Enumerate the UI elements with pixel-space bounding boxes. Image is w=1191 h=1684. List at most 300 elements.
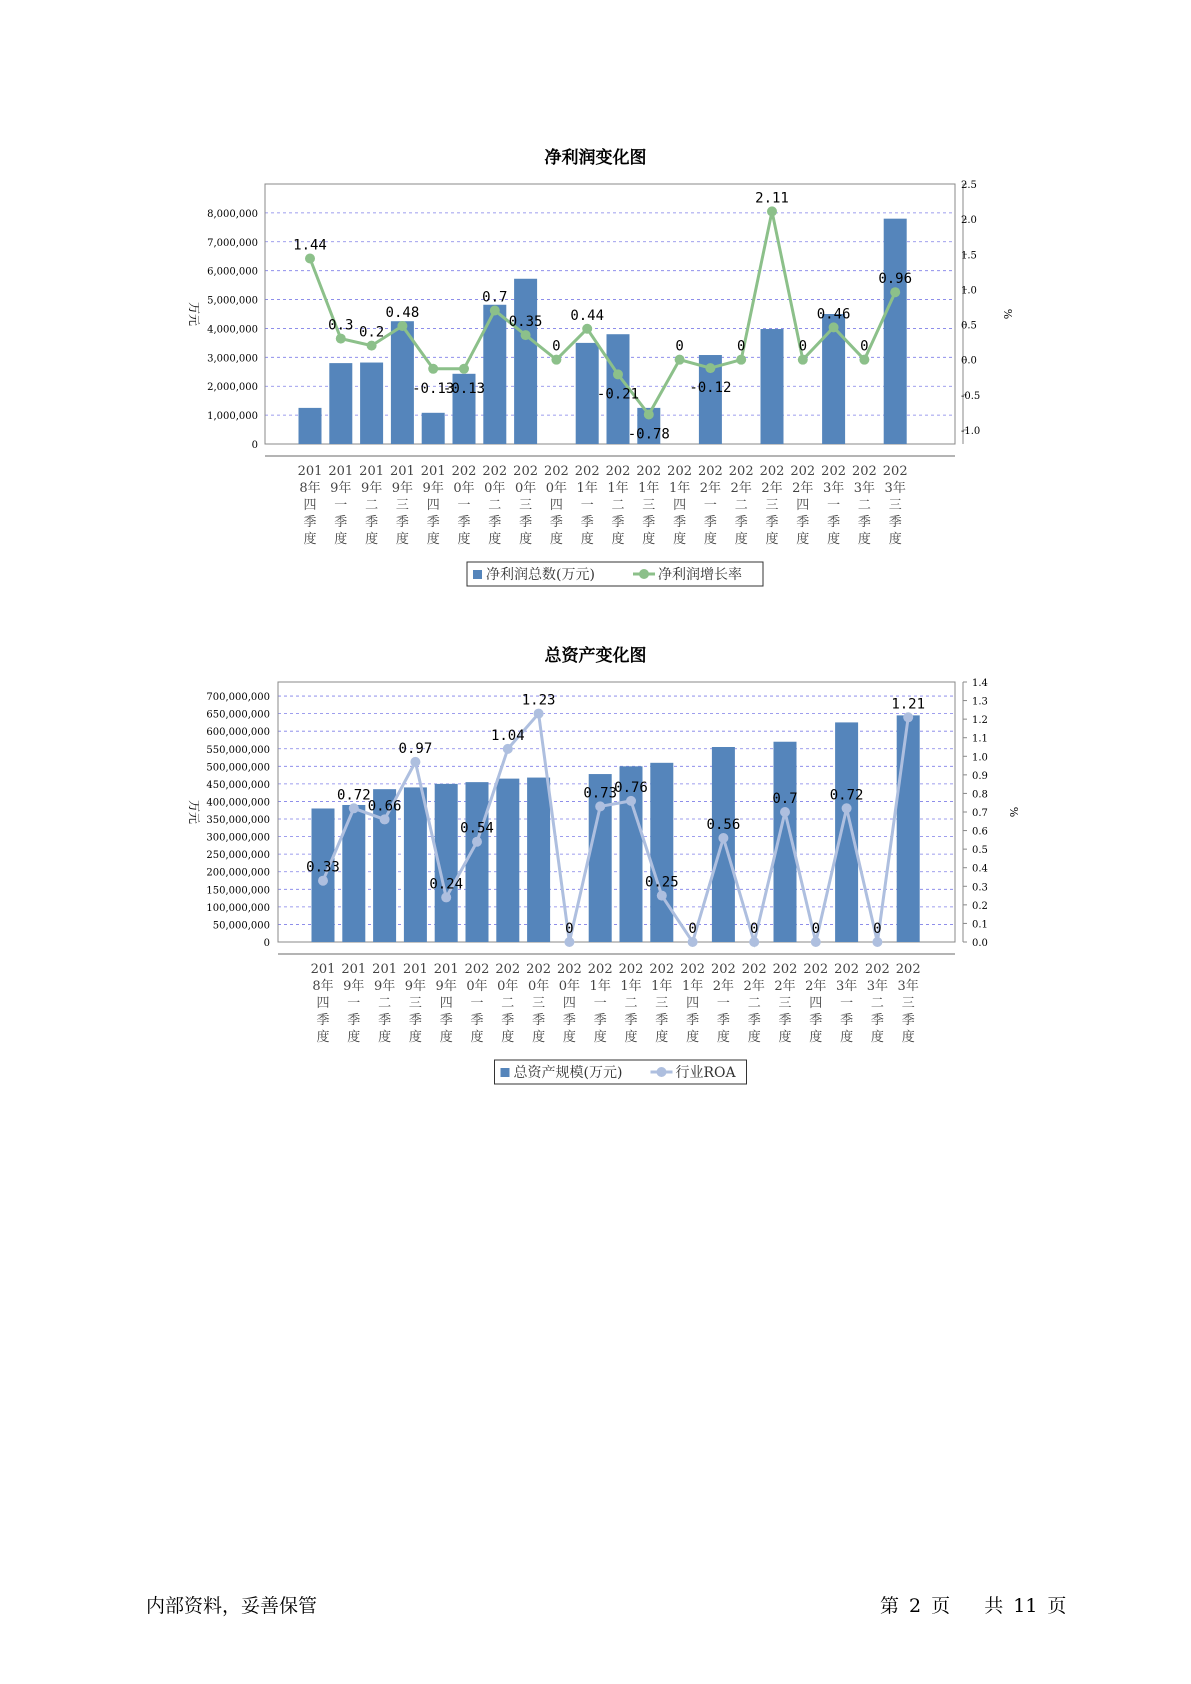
x-tick-label: 9年	[422, 481, 444, 496]
x-tick-label: 度	[796, 532, 810, 547]
point-label: 0.33	[306, 859, 340, 876]
x-tick-label: 202	[680, 962, 706, 977]
point-label: -0.13	[442, 380, 486, 397]
x-tick-label: 四	[686, 996, 700, 1011]
y2-tick-label: 0.3	[972, 882, 988, 894]
x-tick-label: 二	[624, 996, 638, 1011]
x-tick-label: 202	[513, 464, 539, 479]
x-tick-label: 度	[611, 532, 625, 547]
x-tick-label: 度	[519, 532, 533, 547]
y-tick-label: 50,000,000	[212, 920, 270, 932]
x-tick-label: 0年	[545, 481, 568, 496]
x-tick-label: 9年	[391, 481, 414, 496]
x-tick-label: 季	[334, 515, 348, 530]
line-point	[798, 355, 808, 365]
legend-bar-swatch	[473, 570, 482, 579]
x-tick-label: 三	[765, 498, 779, 513]
x-tick-label: 度	[857, 532, 871, 547]
x-tick-label: 季	[655, 1013, 669, 1028]
x-tick-label: 度	[624, 1030, 638, 1045]
x-tick-label: 四	[316, 996, 330, 1011]
y-tick-label: 250,000,000	[206, 850, 270, 862]
net-profit-chart-svg	[0, 170, 1191, 610]
y-tick-label: 2,000,000	[207, 382, 258, 394]
point-label: 0	[552, 338, 561, 355]
line-point	[472, 837, 482, 847]
point-label: 0.96	[878, 271, 913, 288]
x-tick-label: 202	[587, 962, 613, 977]
x-tick-label: 度	[593, 1030, 607, 1045]
y-axis-title: 万元	[187, 799, 201, 825]
x-tick-label: 201	[389, 464, 415, 479]
legend-bar-label: 净利润总数(万元)	[486, 567, 595, 583]
y2-tick-label: 0.5	[961, 320, 977, 332]
x-tick-label: 度	[642, 532, 656, 547]
x-tick-label: 202	[451, 464, 477, 479]
x-tick-label: 季	[888, 515, 902, 530]
x-tick-label: 202	[618, 962, 644, 977]
y-tick-label: 3,000,000	[207, 353, 258, 365]
x-tick-label: 度	[488, 532, 502, 547]
point-label: 1.44	[293, 237, 327, 254]
line-point	[657, 891, 667, 901]
x-tick-label: 度	[408, 1030, 422, 1045]
point-label: 1.23	[521, 692, 556, 709]
x-tick-label: 0年	[527, 979, 550, 994]
x-tick-label: 度	[365, 532, 379, 547]
x-tick-label: 202	[741, 962, 767, 977]
point-label: 0	[688, 921, 697, 937]
x-tick-label: 202	[697, 464, 723, 479]
x-tick-label: 一	[580, 498, 594, 513]
x-tick-label: 202	[556, 962, 582, 977]
x-tick-label: 1年	[607, 481, 629, 496]
y-tick-label: 700,000,000	[206, 692, 270, 704]
x-tick-label: 季	[857, 515, 871, 530]
x-tick-label: 四	[673, 498, 687, 513]
y2-tick-label: 1.0	[961, 285, 977, 297]
legend-line-marker	[639, 569, 649, 579]
y-tick-label: 500,000,000	[206, 762, 270, 774]
y-tick-label: 100,000,000	[206, 902, 270, 914]
y-axis-title: 万元	[187, 301, 201, 327]
x-tick-label: 季	[316, 1013, 330, 1028]
line-point	[397, 321, 407, 331]
x-tick-label: 一	[347, 996, 361, 1011]
y-tick-label: 0	[251, 440, 258, 451]
x-tick-label: 202	[574, 464, 600, 479]
point-label: 0	[798, 338, 808, 355]
x-tick-label: 201	[341, 962, 367, 977]
x-tick-label: 季	[624, 1013, 638, 1028]
x-tick-label: 度	[316, 1030, 330, 1045]
x-tick-label: 202	[759, 464, 785, 479]
bar	[712, 747, 735, 942]
x-tick-label: 一	[827, 498, 841, 513]
x-tick-label: 三	[778, 996, 792, 1011]
x-tick-label: 202	[667, 464, 693, 479]
line-point	[428, 364, 438, 374]
x-tick-label: 202	[895, 962, 921, 977]
point-label: -0.12	[689, 380, 732, 397]
x-tick-label: 202	[605, 464, 631, 479]
y-tick-label: 350,000,000	[206, 815, 270, 827]
x-tick-label: 季	[439, 1013, 453, 1028]
point-label: 0	[565, 921, 574, 937]
x-tick-label: 三	[888, 498, 902, 513]
x-tick-label: 度	[673, 532, 687, 547]
x-tick-label: 度	[901, 1030, 915, 1045]
x-tick-label: 202	[790, 464, 816, 479]
x-tick-label: 季	[426, 515, 440, 530]
x-tick-label: 2年	[699, 481, 722, 496]
bar	[466, 782, 489, 942]
x-tick-label: 季	[488, 515, 502, 530]
y-tick-label: 450,000,000	[206, 779, 270, 791]
x-tick-label: 二	[488, 498, 502, 513]
x-tick-label: 季	[809, 1013, 823, 1028]
x-tick-label: 季	[408, 1013, 422, 1028]
x-tick-label: 9年	[435, 979, 457, 994]
x-tick-label: 季	[562, 1013, 576, 1028]
x-tick-label: 度	[395, 532, 409, 547]
x-tick-label: 2年	[805, 979, 827, 994]
y-tick-label: 0	[263, 938, 270, 949]
bar	[576, 343, 599, 444]
x-tick-label: 季	[642, 515, 656, 530]
x-tick-label: 季	[716, 1013, 730, 1028]
y-tick-label: 5,000,000	[207, 295, 258, 307]
point-label: 0.72	[336, 787, 371, 804]
point-label: 0	[873, 921, 882, 937]
legend-line-label: 净利润增长率	[658, 567, 742, 583]
y2-tick-label: 1.4	[972, 678, 988, 689]
y2-tick-label: 0.0	[961, 355, 977, 367]
x-tick-label: 季	[840, 1013, 854, 1028]
x-tick-label: 3年	[853, 481, 876, 496]
x-tick-label: 1年	[620, 979, 642, 994]
x-tick-label: 季	[519, 515, 533, 530]
chart-title: 净利润变化图	[544, 148, 647, 168]
line-point	[872, 937, 882, 947]
line-point	[688, 937, 698, 947]
line-point	[675, 355, 685, 365]
x-tick-label: 0年	[514, 481, 537, 496]
x-tick-label: 3年	[835, 979, 858, 994]
x-tick-label: 季	[532, 1013, 546, 1028]
line-point	[534, 709, 544, 719]
point-label: 0.7	[482, 289, 508, 306]
bar	[404, 787, 427, 942]
x-tick-label: 季	[470, 1013, 484, 1028]
x-tick-label: 1年	[638, 481, 660, 496]
x-tick-label: 三	[532, 996, 546, 1011]
line-point	[613, 369, 623, 379]
y2-tick-label: 2.5	[961, 180, 977, 191]
line-point	[644, 409, 654, 419]
x-tick-label: 二	[857, 498, 871, 513]
x-tick-label: 度	[686, 1030, 700, 1045]
x-tick-label: 9年	[373, 979, 396, 994]
x-tick-label: 201	[310, 962, 336, 977]
x-tick-label: 3年	[866, 979, 889, 994]
x-tick-label: 201	[420, 464, 446, 479]
x-tick-label: 度	[470, 1030, 484, 1045]
x-tick-label: 二	[870, 996, 884, 1011]
x-tick-label: 季	[673, 515, 687, 530]
x-tick-label: 季	[703, 515, 717, 530]
point-label: 0.7	[772, 791, 798, 807]
point-label: 0.76	[614, 779, 648, 796]
y2-axis-title: %	[1001, 308, 1014, 320]
y-tick-label: 7,000,000	[207, 237, 258, 249]
x-tick-label: 202	[526, 962, 552, 977]
y2-tick-label: 2.0	[961, 215, 977, 227]
x-tick-label: 四	[549, 498, 563, 513]
x-tick-label: 201	[297, 464, 323, 479]
y2-tick-label: 1.3	[972, 696, 988, 708]
x-tick-label: 季	[549, 515, 563, 530]
line-point	[718, 833, 728, 843]
y-tick-label: 1,000,000	[207, 411, 258, 423]
point-label: 0.54	[460, 820, 494, 837]
x-tick-label: 四	[439, 996, 453, 1011]
x-tick-label: 季	[501, 1013, 515, 1028]
x-tick-label: 度	[347, 1030, 361, 1045]
x-tick-label: 202	[728, 464, 754, 479]
x-tick-label: 季	[747, 1013, 761, 1028]
x-tick-label: 季	[870, 1013, 884, 1028]
x-tick-label: 四	[303, 498, 317, 513]
line-point	[859, 355, 869, 365]
point-label: 1.04	[490, 727, 525, 744]
bar	[496, 779, 519, 942]
x-tick-label: 季	[686, 1013, 700, 1028]
legend-bar-swatch	[501, 1068, 510, 1077]
x-tick-label: 1年	[681, 979, 704, 994]
line-point	[749, 937, 759, 947]
bar	[360, 363, 383, 444]
y2-tick-label: 1.5	[961, 250, 977, 262]
bar	[884, 219, 907, 444]
line-point	[459, 364, 469, 374]
y-tick-label: 300,000,000	[206, 832, 270, 844]
line-point	[367, 341, 377, 351]
x-tick-label: 三	[395, 498, 409, 513]
y-tick-label: 4,000,000	[207, 324, 258, 336]
x-tick-label: 202	[495, 962, 521, 977]
line-point	[811, 937, 821, 947]
legend-line-label: 行业ROA	[675, 1065, 736, 1081]
x-tick-label: 202	[803, 962, 829, 977]
point-label: 0	[749, 921, 759, 937]
line-point	[626, 796, 636, 806]
x-tick-label: 9年	[360, 481, 383, 496]
x-tick-label: 202	[851, 464, 877, 479]
total-pages: 11	[1013, 1595, 1038, 1617]
line-point	[903, 712, 913, 722]
point-label: -0.78	[627, 426, 670, 443]
line-point	[890, 287, 900, 297]
x-tick-label: 二	[611, 498, 625, 513]
point-label: 0.24	[429, 876, 464, 893]
x-tick-label: 8年	[299, 481, 321, 496]
point-label: 0.46	[816, 306, 851, 323]
x-tick-label: 度	[378, 1030, 392, 1045]
x-tick-label: 季	[778, 1013, 792, 1028]
x-tick-label: 一	[470, 996, 484, 1011]
x-tick-label: 三	[519, 498, 533, 513]
x-tick-label: 度	[888, 532, 902, 547]
x-tick-label: 四	[796, 498, 810, 513]
x-tick-label: 一	[840, 996, 854, 1011]
legend-line-marker	[657, 1067, 667, 1077]
line-point	[441, 892, 451, 902]
x-tick-label: 度	[734, 532, 748, 547]
bar	[422, 413, 445, 444]
x-tick-label: 202	[543, 464, 569, 479]
line-point	[595, 801, 605, 811]
x-tick-label: 度	[562, 1030, 576, 1045]
bar	[650, 763, 673, 942]
x-tick-label: 201	[359, 464, 385, 479]
x-tick-label: 季	[580, 515, 594, 530]
x-tick-label: 202	[710, 962, 736, 977]
point-label: 0	[675, 338, 684, 355]
y2-tick-label: 0.9	[972, 770, 988, 782]
x-tick-label: 2年	[712, 979, 735, 994]
point-label: 0.97	[398, 740, 433, 757]
x-tick-label: 二	[747, 996, 761, 1011]
point-label: 0.73	[583, 785, 618, 802]
y-tick-label: 400,000,000	[206, 797, 270, 809]
y2-tick-label: 0.0	[972, 938, 988, 949]
x-tick-label: 度	[501, 1030, 515, 1045]
line-point	[336, 334, 346, 344]
line-point	[780, 807, 790, 817]
x-tick-label: 201	[402, 962, 428, 977]
x-tick-label: 202	[649, 962, 675, 977]
x-tick-label: 202	[464, 962, 490, 977]
x-tick-label: 2年	[730, 481, 752, 496]
x-tick-label: 四	[809, 996, 823, 1011]
x-tick-label: 一	[703, 498, 717, 513]
x-tick-label: 202	[882, 464, 908, 479]
y2-tick-label: 0.7	[972, 808, 988, 819]
x-tick-label: 四	[562, 996, 576, 1011]
x-tick-label: 季	[395, 515, 409, 530]
x-tick-label: 度	[765, 532, 779, 547]
line-point	[318, 876, 328, 886]
y2-tick-label: 0.2	[972, 900, 988, 912]
total-label: 共	[984, 1595, 1004, 1617]
y-tick-label: 550,000,000	[206, 744, 270, 756]
line-point	[564, 937, 574, 947]
x-tick-label: 9年	[404, 979, 427, 994]
point-label: 0.72	[829, 787, 864, 804]
y2-tick-label: 0.5	[972, 845, 988, 857]
x-tick-label: 202	[821, 464, 847, 479]
page-label: 第	[880, 1595, 900, 1617]
x-tick-label: 202	[482, 464, 508, 479]
point-label: 1.21	[891, 696, 926, 713]
point-label: 0.2	[358, 324, 385, 341]
x-tick-label: 1年	[576, 481, 598, 496]
x-tick-label: 度	[580, 532, 594, 547]
y-tick-label: 200,000,000	[206, 867, 270, 879]
x-tick-label: 度	[532, 1030, 546, 1045]
x-tick-label: 0年	[484, 481, 506, 496]
total-assets-chart-svg	[0, 670, 1191, 1110]
x-tick-label: 度	[334, 532, 348, 547]
line-point	[305, 253, 315, 263]
page-number: 2	[909, 1595, 922, 1617]
y2-tick-label: -0.5	[961, 390, 981, 402]
x-tick-label: 度	[827, 532, 841, 547]
x-tick-label: 8年	[312, 979, 334, 994]
point-label: -0.21	[596, 386, 640, 403]
x-tick-label: 2年	[761, 481, 783, 496]
line-point	[380, 814, 390, 824]
x-tick-label: 201	[372, 962, 398, 977]
x-tick-label: 季	[901, 1013, 915, 1028]
x-tick-label: 一	[593, 996, 607, 1011]
line-point	[490, 305, 500, 315]
x-tick-label: 1年	[668, 481, 691, 496]
x-tick-label: 季	[611, 515, 625, 530]
x-tick-label: 度	[303, 532, 317, 547]
x-tick-label: 201	[328, 464, 354, 479]
bar	[761, 329, 784, 444]
x-tick-label: 季	[457, 515, 471, 530]
x-tick-label: 0年	[466, 979, 488, 994]
x-tick-label: 202	[834, 962, 860, 977]
point-label: 0	[811, 921, 821, 937]
page-unit: 页	[931, 1595, 951, 1617]
bar	[897, 715, 920, 942]
x-tick-label: 1年	[589, 979, 611, 994]
x-tick-label: 3年	[884, 481, 906, 496]
line-point	[349, 803, 359, 813]
x-tick-label: 度	[457, 532, 471, 547]
x-tick-label: 度	[716, 1030, 730, 1045]
x-tick-label: 季	[347, 1013, 361, 1028]
line-point	[767, 206, 777, 216]
point-label: 0.3	[328, 317, 354, 334]
line-point	[503, 744, 513, 754]
x-tick-label: 季	[365, 515, 379, 530]
x-tick-label: 3年	[822, 481, 845, 496]
point-label: 0.35	[508, 314, 543, 331]
y2-tick-label: -1.0	[961, 425, 981, 437]
x-tick-label: 二	[365, 498, 379, 513]
x-tick-label: 三	[655, 996, 669, 1011]
bar	[514, 279, 537, 444]
line-point	[582, 324, 592, 334]
x-tick-label: 一	[716, 996, 730, 1011]
bar	[329, 363, 352, 444]
x-tick-label: 度	[549, 532, 563, 547]
y-tick-label: 6,000,000	[207, 266, 258, 278]
x-tick-label: 度	[703, 532, 717, 547]
x-tick-label: 度	[809, 1030, 823, 1045]
footer-page-info	[880, 1591, 1076, 1618]
x-tick-label: 二	[734, 498, 748, 513]
x-tick-label: 三	[408, 996, 422, 1011]
y-tick-label: 650,000,000	[206, 709, 270, 721]
point-label: 0.44	[570, 307, 605, 324]
x-tick-label: 季	[765, 515, 779, 530]
